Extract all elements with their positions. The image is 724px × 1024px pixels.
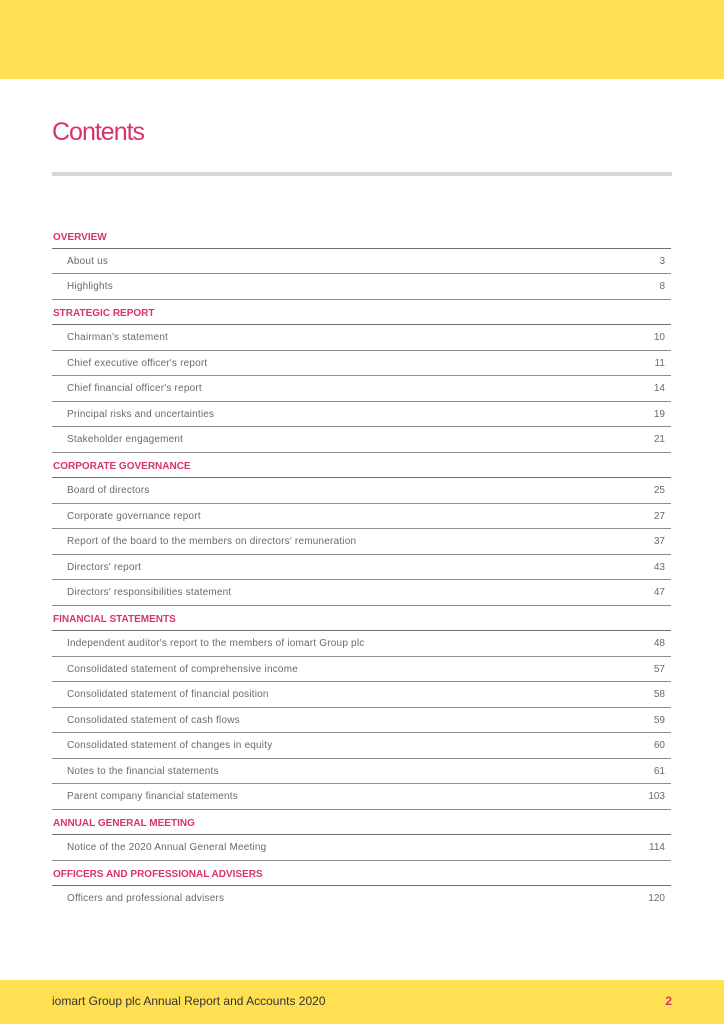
header-band (0, 0, 724, 79)
toc-entry-label: Consolidated statement of financial position (67, 689, 269, 700)
toc-entry[interactable] (52, 351, 671, 377)
toc-entry[interactable] (52, 580, 671, 606)
section-heading-label: STRATEGIC REPORT (53, 308, 155, 319)
toc-entry-label: Directors' report (67, 561, 142, 573)
toc-entry-page: 43 (653, 561, 665, 573)
toc-entry-page: 61 (653, 765, 665, 777)
toc-entry[interactable] (52, 249, 671, 275)
toc-entry[interactable] (52, 657, 671, 683)
section-heading (52, 453, 671, 479)
section-heading (52, 300, 671, 326)
toc-entry[interactable] (52, 886, 671, 912)
table-of-contents (52, 223, 671, 912)
toc-entry-label: About us (67, 255, 109, 267)
toc-entry-page: 120 (648, 893, 665, 904)
footer-page-number: 2 (665, 994, 672, 1008)
toc-entry-page: 10 (653, 332, 665, 343)
toc-entry[interactable] (52, 402, 671, 428)
toc-entry-label: Notes to the financial statements (67, 765, 219, 777)
toc-entry[interactable] (52, 708, 671, 734)
section-heading-label: OVERVIEW (53, 231, 107, 243)
title-divider (52, 172, 672, 176)
toc-entry-label: Stakeholder engagement (67, 434, 184, 445)
toc-entry-page: 58 (653, 689, 665, 700)
toc-entry-label: Report of the board to the members on directors' remuneration (67, 536, 357, 547)
toc-entry-label: Chief financial officer's report (67, 383, 202, 394)
footer-title: iomart Group plc Annual Report and Accounts 2020 (52, 994, 326, 1008)
toc-entry-label: Principal risks and uncertainties (67, 408, 215, 420)
toc-entry-page: 103 (648, 791, 665, 802)
toc-entry-page: 14 (653, 383, 665, 394)
toc-entry-label: Chief executive officer's report (67, 357, 208, 369)
toc-entry-page: 11 (654, 357, 665, 369)
toc-entry-page: 37 (653, 536, 665, 547)
toc-entry-label: Directors' responsibilities statement (67, 587, 232, 598)
section-heading (52, 606, 671, 632)
toc-entry[interactable] (52, 784, 671, 810)
toc-entry-label: Board of directors (67, 485, 150, 496)
section-heading-label: CORPORATE GOVERNANCE (53, 461, 191, 472)
toc-entry-page: 27 (653, 510, 665, 522)
toc-entry-page: 114 (649, 842, 665, 853)
toc-entry[interactable] (52, 529, 671, 555)
page-title: Contents (52, 118, 145, 146)
section-heading (52, 810, 671, 836)
toc-entry-page: 60 (653, 740, 665, 751)
section-heading (52, 223, 671, 249)
toc-entry[interactable] (52, 555, 671, 581)
toc-entry-label: Chairman's statement (67, 332, 168, 343)
toc-entry-label: Notice of the 2020 Annual General Meeting (67, 842, 267, 853)
toc-entry[interactable] (52, 504, 671, 530)
toc-entry-page: 19 (653, 408, 665, 420)
section-heading-label: ANNUAL GENERAL MEETING (53, 818, 195, 829)
toc-entry[interactable] (52, 835, 671, 861)
section-heading-label: OFFICERS AND PROFESSIONAL ADVISERS (53, 869, 263, 880)
toc-entry[interactable] (52, 682, 671, 708)
toc-entry-label: Independent auditor's report to the members of iomart Group plc (67, 638, 365, 649)
toc-entry-page: 47 (653, 587, 665, 598)
toc-entry-page: 48 (653, 638, 665, 649)
toc-entry-label: Consolidated statement of comprehensive income (67, 663, 298, 675)
toc-entry[interactable] (52, 759, 671, 785)
section-heading-label: FINANCIAL STATEMENTS (53, 614, 176, 625)
toc-entry-label: Consolidated statement of cash flows (67, 714, 240, 726)
toc-entry-page: 8 (659, 281, 665, 292)
toc-entry-label: Parent company financial statements (67, 791, 238, 802)
toc-entry-page: 21 (653, 434, 665, 445)
toc-entry-page: 57 (653, 663, 665, 675)
toc-entry[interactable] (52, 631, 671, 657)
toc-entry-page: 25 (653, 485, 665, 496)
toc-entry[interactable] (52, 274, 671, 300)
toc-entry[interactable] (52, 427, 671, 453)
toc-entry-label: Consolidated statement of changes in equity (67, 740, 273, 751)
toc-entry[interactable] (52, 733, 671, 759)
toc-entry-page: 59 (653, 714, 665, 726)
toc-entry-label: Officers and professional advisers (67, 893, 225, 904)
toc-entry-page: 3 (659, 255, 665, 267)
toc-entry[interactable] (52, 376, 671, 402)
section-heading (52, 861, 671, 887)
toc-entry-label: Corporate governance report (67, 510, 201, 522)
toc-entry[interactable] (52, 325, 671, 351)
toc-entry-label: Highlights (67, 281, 113, 292)
toc-entry[interactable] (52, 478, 671, 504)
